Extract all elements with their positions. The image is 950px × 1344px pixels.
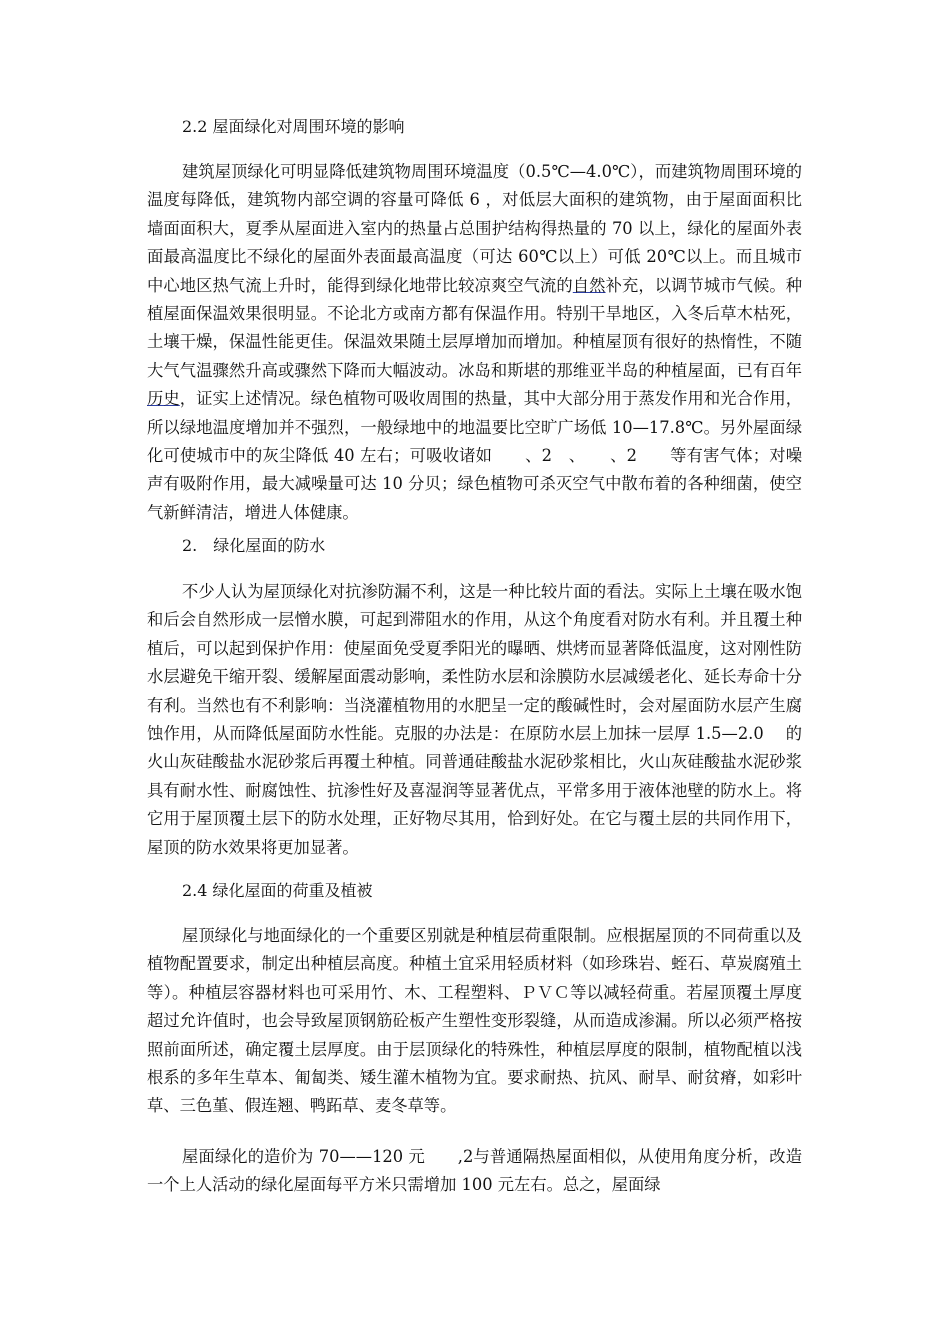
link-history[interactable]: 历史	[147, 389, 180, 409]
paragraph-environment-impact	[147, 158, 802, 527]
paragraph-cost: 屋面绿化的造价为 70——120 元 ,2与普通隔热屋面相似，从使用角度分析，改造一个上人活动的绿化屋面每平方米只需增加 100 元左右。总之，屋面绿	[147, 1147, 802, 1195]
section-heading-2-4: 2.4 绿化屋面的荷重及植被	[182, 881, 373, 900]
paragraph-waterproof: 不少人认为屋顶绿化对抗渗防漏不利，这是一种比较片面的看法。实际上土壤在吸水饱和后会自然形成一层憎水膜，可起到滞阻水的作用，从这个角度看对防水有利。并且覆土种植后，可以起到保护作用：使屋面免受夏季阳光的曝晒、烘烤而显著降低温度，这对刚性防水层避免干缩开裂、缓解屋面震动影响，柔性防水层和涂膜防水层减缓老化、延长寿命十分有利。当然也有不利影响：当浇灌植物用的水肥呈一定的酸碱性时，会对屋面防水层产生腐蚀作用，从而降低屋面防水性能。克服的办法是：在原防水层上加抹一层厚 1.5—2.0 的火山灰硅酸盐水泥砂浆后再覆土种植。同普通硅酸盐水泥砂浆相比，火山灰硅酸盐水泥砂浆具有耐水性、耐腐蚀性、抗渗性好及喜湿润等显著优点，平常多用于液体池壁的防水上。将它用于屋顶覆土层下的防水处理，正好物尽其用，恰到好处。在它与覆土层的共同作用下，屋顶的防水效果将更加显著。	[147, 582, 802, 857]
link-nature[interactable]: 自然	[572, 275, 606, 295]
paragraph-text: 补充，以调节城市气候。种植屋面保温效果很明显。不论北方或南方都有保温作用。特别干旱地区，入冬后草木枯死，土壤干燥，保温性能更佳。保温效果随土层厚增加而增加。种植屋顶有很好的热惰性，不随大气气温骤然升高或骤然下降而大幅波动。冰岛和斯堪的那维亚半岛的种植屋面，已有百年	[147, 275, 802, 380]
paragraph-text: 建筑屋顶绿化可明显降低建筑物周围环境温度（0.5℃—4.0℃），而建筑物周围环境的温度每降低，建筑物内部空调的容量可降低 6 ，对低层大面积的建筑物，由于屋面面积比墙面面积大，夏季从屋面进入室内的热量占总围护结构得热量的 70 以上，绿化的屋面外表面最高温度比不绿化的屋面外表面最高温度（可达 60℃以上）可低 20℃以上。而且城市中心地区热气流上升时，能得到绿化地带比较凉爽空气流的	[147, 162, 802, 295]
section-heading-waterproof: 2. 绿化屋面的防水	[182, 536, 326, 555]
section-heading-2-2: 2.2 屋面绿化对周围环境的影响	[182, 117, 405, 136]
paragraph-load-vegetation: 屋顶绿化与地面绿化的一个重要区别就是种植层荷重限制。应根据屋顶的不同荷重以及植物配置要求，制定出种植层高度。种植土宜采用轻质材料（如珍珠岩、蛭石、草炭腐殖土等）。种植层容器材料也可采用竹、木、工程塑料、ＰＶＣ等以减轻荷重。若屋顶覆土厚度超过允许值时，也会导致屋顶钢筋砼板产生塑性变形裂缝，从而造成渗漏。所以必须严格按照前面所述，确定覆土层厚度。由于层顶绿化的特殊性，种植层厚度的限制，植物配植以浅根系的多年生草本、匍匐类、矮生灌木植物为宜。要求耐热、抗风、耐旱、耐贫瘠，如彩叶草、三色堇、假连翘、鸭跖草、麦冬草等。	[147, 926, 802, 1116]
paragraph-text: ，证实上述情况。绿色植物可吸收周围的热量，其中大部分用于蒸发作用和光合作用，所以绿地温度增加并不强烈，一般绿地中的地温要比空旷广场低 10—17.8℃。另外屋面绿化可使城市中的灰尘降低 40 左右；可吸收诸如 、2 、 、2 等有害气体；对噪声有吸附作用，最大减噪量可达 10 分贝；绿色植物可杀灭空气中散布着的各种细菌，使空气新鲜清洁，增进人体健康。	[147, 389, 802, 522]
